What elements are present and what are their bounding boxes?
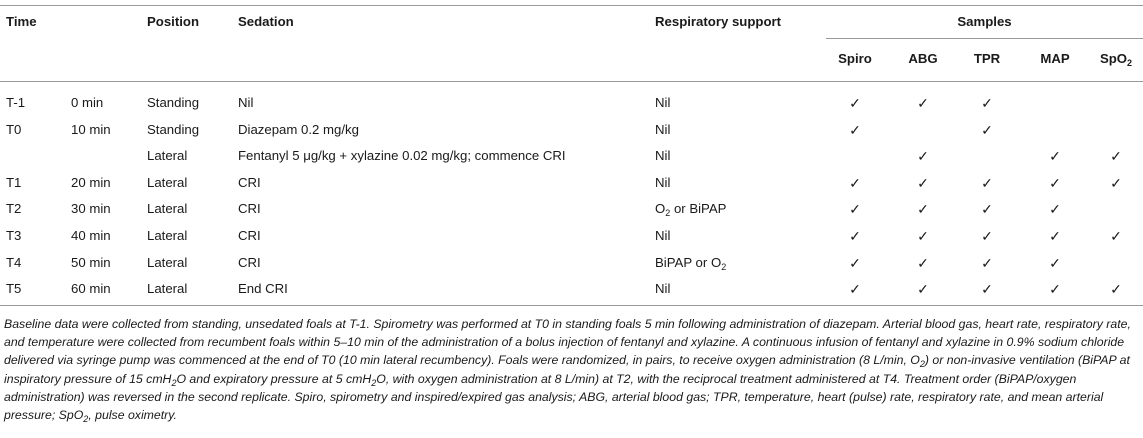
check-spo2-icon: ✓ [1110, 228, 1122, 244]
header-sedation: Sedation [238, 14, 294, 29]
check-map-icon: ✓ [1049, 201, 1061, 217]
row-sedation: End CRI [238, 281, 288, 296]
row-sedation: CRI [238, 201, 261, 216]
row-minutes: 40 min [71, 228, 111, 243]
row-position: Lateral [147, 281, 188, 296]
check-spo2-icon: ✓ [1110, 148, 1122, 164]
header-samples: Samples [957, 14, 1012, 29]
row-position: Standing [147, 95, 200, 110]
row-sedation: CRI [238, 228, 261, 243]
row-position: Lateral [147, 175, 188, 190]
row-respiratory-support: Nil [655, 281, 671, 296]
check-abg-icon: ✓ [917, 201, 929, 217]
check-tpr-icon: ✓ [981, 228, 993, 244]
row-position: Lateral [147, 228, 188, 243]
header-respiratory-support: Respiratory support [655, 14, 782, 29]
check-spiro-icon: ✓ [849, 122, 861, 138]
row-sedation: Fentanyl 5 μg/kg + xylazine 0.02 mg/kg; commence CRI [238, 148, 566, 163]
header-tpr: TPR [973, 51, 1001, 66]
check-spiro-icon: ✓ [849, 201, 861, 217]
top-rule [0, 5, 1143, 6]
row-position: Lateral [147, 201, 188, 216]
row-position: Lateral [147, 148, 188, 163]
table-footnote: Baseline data were collected from standing, unsedated foals at T-1. Spirometry was performed at T0 in standing foals 5 min following administration of diazepam. Arterial blood gas, heart rate, respiratory rate, and temperature were collected from recumbent foals within 5–10 min of the administration of a bolus injection of fentanyl and xylazine. A continuous infusion of fentanyl and xylazine in 0.9% sodium chloride delivered via syringe pump was commenced at the end of T0 (10 min lateral recumbency). Foals were randomized, in pairs, to receive oxygen administration (8 L/min, $O_2$) or non-invasive ventilation (BiPAP at inspiratory pressure of 15 cmH$_2$O and expiratory pressure at 5 cmH$_2$O, with oxygen administration at 8 L/min) at T2, with the reciprocal treatment administered at T4. Treatment order (BiPAP/oxygen administration) was reversed in the second replicate. Spiro, spirometry and inspired/expired gas analysis; ABG, arterial blood gas; TPR, temperature, heart (pulse) rate, respiratory rate, and mean arterial pressure; SpO$_2$, pulse oximetry. [4, 317, 1131, 425]
row-minutes: 20 min [71, 175, 111, 190]
row-respiratory-support: BiPAP or $O_2$ [655, 255, 727, 272]
check-tpr-icon: ✓ [981, 95, 993, 111]
row-sedation: Nil [238, 95, 254, 110]
check-spiro-icon: ✓ [849, 255, 861, 271]
row-time: T5 [6, 281, 22, 296]
row-minutes: 50 min [71, 255, 111, 270]
row-position: Standing [147, 122, 200, 137]
row-time: T4 [6, 255, 22, 270]
row-sedation: Diazepam 0.2 mg/kg [238, 122, 359, 137]
check-spo2-icon: ✓ [1110, 175, 1122, 191]
check-tpr-icon: ✓ [981, 201, 993, 217]
row-sedation: CRI [238, 255, 261, 270]
row-time: T-1 [6, 95, 26, 110]
row-minutes: 0 min [71, 95, 104, 110]
check-spiro-icon: ✓ [849, 175, 861, 191]
row-sedation: CRI [238, 175, 261, 190]
header-abg: ABG [908, 51, 938, 66]
check-map-icon: ✓ [1049, 148, 1061, 164]
check-map-icon: ✓ [1049, 228, 1061, 244]
row-respiratory-support: Nil [655, 122, 671, 137]
check-map-icon: ✓ [1049, 255, 1061, 271]
row-position: Lateral [147, 255, 188, 270]
row-respiratory-support: Nil [655, 228, 671, 243]
check-map-icon: ✓ [1049, 281, 1061, 297]
row-minutes: 30 min [71, 201, 111, 216]
header-position: Position [147, 14, 200, 29]
check-spo2-icon: ✓ [1110, 281, 1122, 297]
check-tpr-icon: ✓ [981, 175, 993, 191]
row-time: T1 [6, 175, 22, 190]
row-time: T2 [6, 201, 22, 216]
row-minutes: 10 min [71, 122, 111, 137]
header-spiro: Spiro [838, 51, 872, 66]
check-abg-icon: ✓ [917, 175, 929, 191]
check-abg-icon: ✓ [917, 255, 929, 271]
row-minutes: 60 min [71, 281, 111, 296]
check-abg-icon: ✓ [917, 148, 929, 164]
check-map-icon: ✓ [1049, 175, 1061, 191]
row-respiratory-support: Nil [655, 95, 671, 110]
header-bottom-rule [0, 81, 1143, 82]
check-abg-icon: ✓ [917, 281, 929, 297]
row-respiratory-support: Nil [655, 148, 671, 163]
check-tpr-icon: ✓ [981, 255, 993, 271]
header-map: MAP [1040, 51, 1070, 66]
table-bottom-rule [0, 305, 1143, 306]
check-abg-icon: ✓ [917, 228, 929, 244]
check-spiro-icon: ✓ [849, 95, 861, 111]
check-abg-icon: ✓ [917, 95, 929, 111]
row-time: T3 [6, 228, 22, 243]
check-spiro-icon: ✓ [849, 228, 861, 244]
row-time: T0 [6, 122, 22, 137]
header-time: Time [6, 14, 37, 29]
samples-underline [826, 38, 1143, 39]
row-respiratory-support: Nil [655, 175, 671, 190]
check-spiro-icon: ✓ [849, 281, 861, 297]
header-spo2: SpO$_2$ [1099, 51, 1133, 68]
row-respiratory-support: $O_2$ or BiPAP [655, 201, 727, 218]
check-tpr-icon: ✓ [981, 281, 993, 297]
check-tpr-icon: ✓ [981, 122, 993, 138]
